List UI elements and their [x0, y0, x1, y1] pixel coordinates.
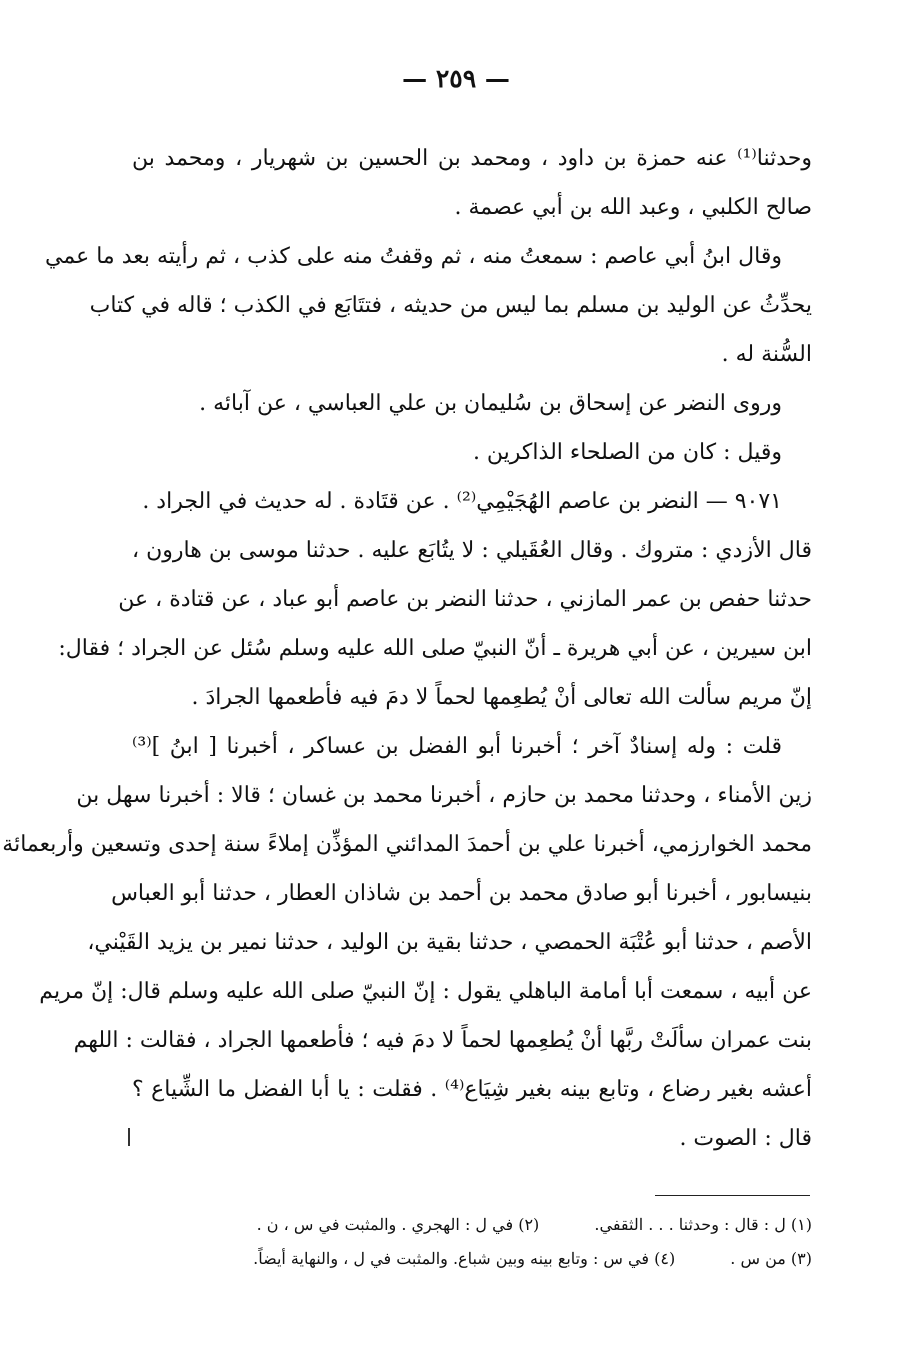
text-line: وحدثنا⁽¹⁾ عنه حمزة بن داود ، ومحمد بن الحسين بن شهريار ، ومحمد بن — [132, 146, 812, 171]
footnote: (١) ل : قال : وحدثنا . . . الثقفي. — [594, 1215, 812, 1234]
text-line: قلت : وله إسنادٌ آخر ؛ أخبرنا أبو الفضل بن عساكر ، أخبرنا [ ابنُ ]⁽³⁾ — [132, 734, 782, 759]
text-line: محمد الخوارزمي، أخبرنا علي بن أحمدَ المدائني المؤذِّن إملاءً سنة إحدى وتسعين وأربعمائة — [2, 832, 812, 857]
page-number: — ٢٥٩ — — [402, 64, 510, 93]
text-line: السُّنة له . — [721, 342, 812, 367]
footnote-divider — [655, 1195, 810, 1196]
footnote: (٢) في ل : الهجري . والمثبت في س ، ن . — [256, 1215, 540, 1234]
text-line: وقال ابنُ أبي عاصم : سمعتُ منه ، ثم وقفتُ منه على كذب ، ثم رأيته بعد ما عمي — [45, 244, 782, 269]
text-line: قال الأزدي : متروك . وقال العُقَيلي : لا يتُابَع عليه . حدثنا موسى بن هارون ، — [132, 538, 812, 563]
footnotes — [140, 1208, 812, 1276]
text-line: صالح الكلبي ، وعبد الله بن أبي عصمة . — [454, 195, 812, 220]
body-text — [2, 134, 812, 1163]
text-line: بنيسابور ، أخبرنا أبو صادق محمد بن أحمد بن شاذان العطار ، حدثنا أبو العباس — [111, 881, 812, 906]
text-line: الأصم ، حدثنا أبو عُتْبَة الحمصي ، حدثنا بقية بن الوليد ، حدثنا نمير بن يزيد القَيْني، — [87, 930, 812, 955]
text-line: وروى النضر عن إسحاق بن سُليمان بن علي العباسي ، عن آبائه . — [199, 391, 782, 416]
margin-mark — [128, 1128, 130, 1146]
text-line: زين الأمناء ، وحدثنا محمد بن حازم ، أخبرنا محمد بن غسان ؛ قالا : أخبرنا سهل بن — [76, 783, 812, 808]
text-line: ابن سيرين ، عن أبي هريرة ـ أنّ النبيّ صلى الله عليه وسلم سُئل عن الجراد ؛ فقال: — [58, 636, 812, 661]
text-line: قال : الصوت . — [679, 1126, 812, 1151]
text-line: يحدِّثُ عن الوليد بن مسلم بما ليس من حديثه ، فتتَابَع في الكذب ؛ قاله في كتاب — [89, 293, 812, 318]
text-line: إنّ مريم سألت الله تعالى أنْ يُطعِمها لحماً لا دمَ فيه فأطعمها الجرادَ . — [191, 685, 812, 710]
text-line: عن أبيه ، سمعت أبا أمامة الباهلي يقول : إنّ النبيّ صلى الله عليه وسلم قال: إنّ مريم — [39, 979, 812, 1004]
text-line: وقيل : كان من الصلحاء الذاكرين . — [472, 440, 782, 465]
text-line: حدثنا حفص بن عمر المازني ، حدثنا النضر بن عاصم أبو عباد ، عن قتادة ، عن — [118, 587, 812, 612]
entry-heading: ٩٠٧١ — النضر بن عاصم الهُجَيْمِي⁽²⁾ . عن قتَادة . له حديث في الجراد . — [142, 489, 782, 514]
text-line: بنت عمران سألَتْ ربَّها أنْ يُطعِمها لحماً لا دمَ فيه ؛ فأطعمها الجراد ، فقالت : اللهم — [73, 1028, 812, 1053]
footnote: (٣) من س . — [730, 1249, 812, 1268]
text-line: أعشه بغير رضاع ، وتابع بينه بغير شِيَاع⁽⁴⁾ . فقلت : يا أبا الفضل ما الشِّياع ؟ — [132, 1077, 812, 1102]
footnote-line — [140, 1208, 812, 1242]
footnote-line — [140, 1242, 812, 1276]
footnote: (٤) في س : وتابع بينه وبين شباع. والمثبت في ل ، والنهاية أيضاً. — [253, 1249, 676, 1268]
